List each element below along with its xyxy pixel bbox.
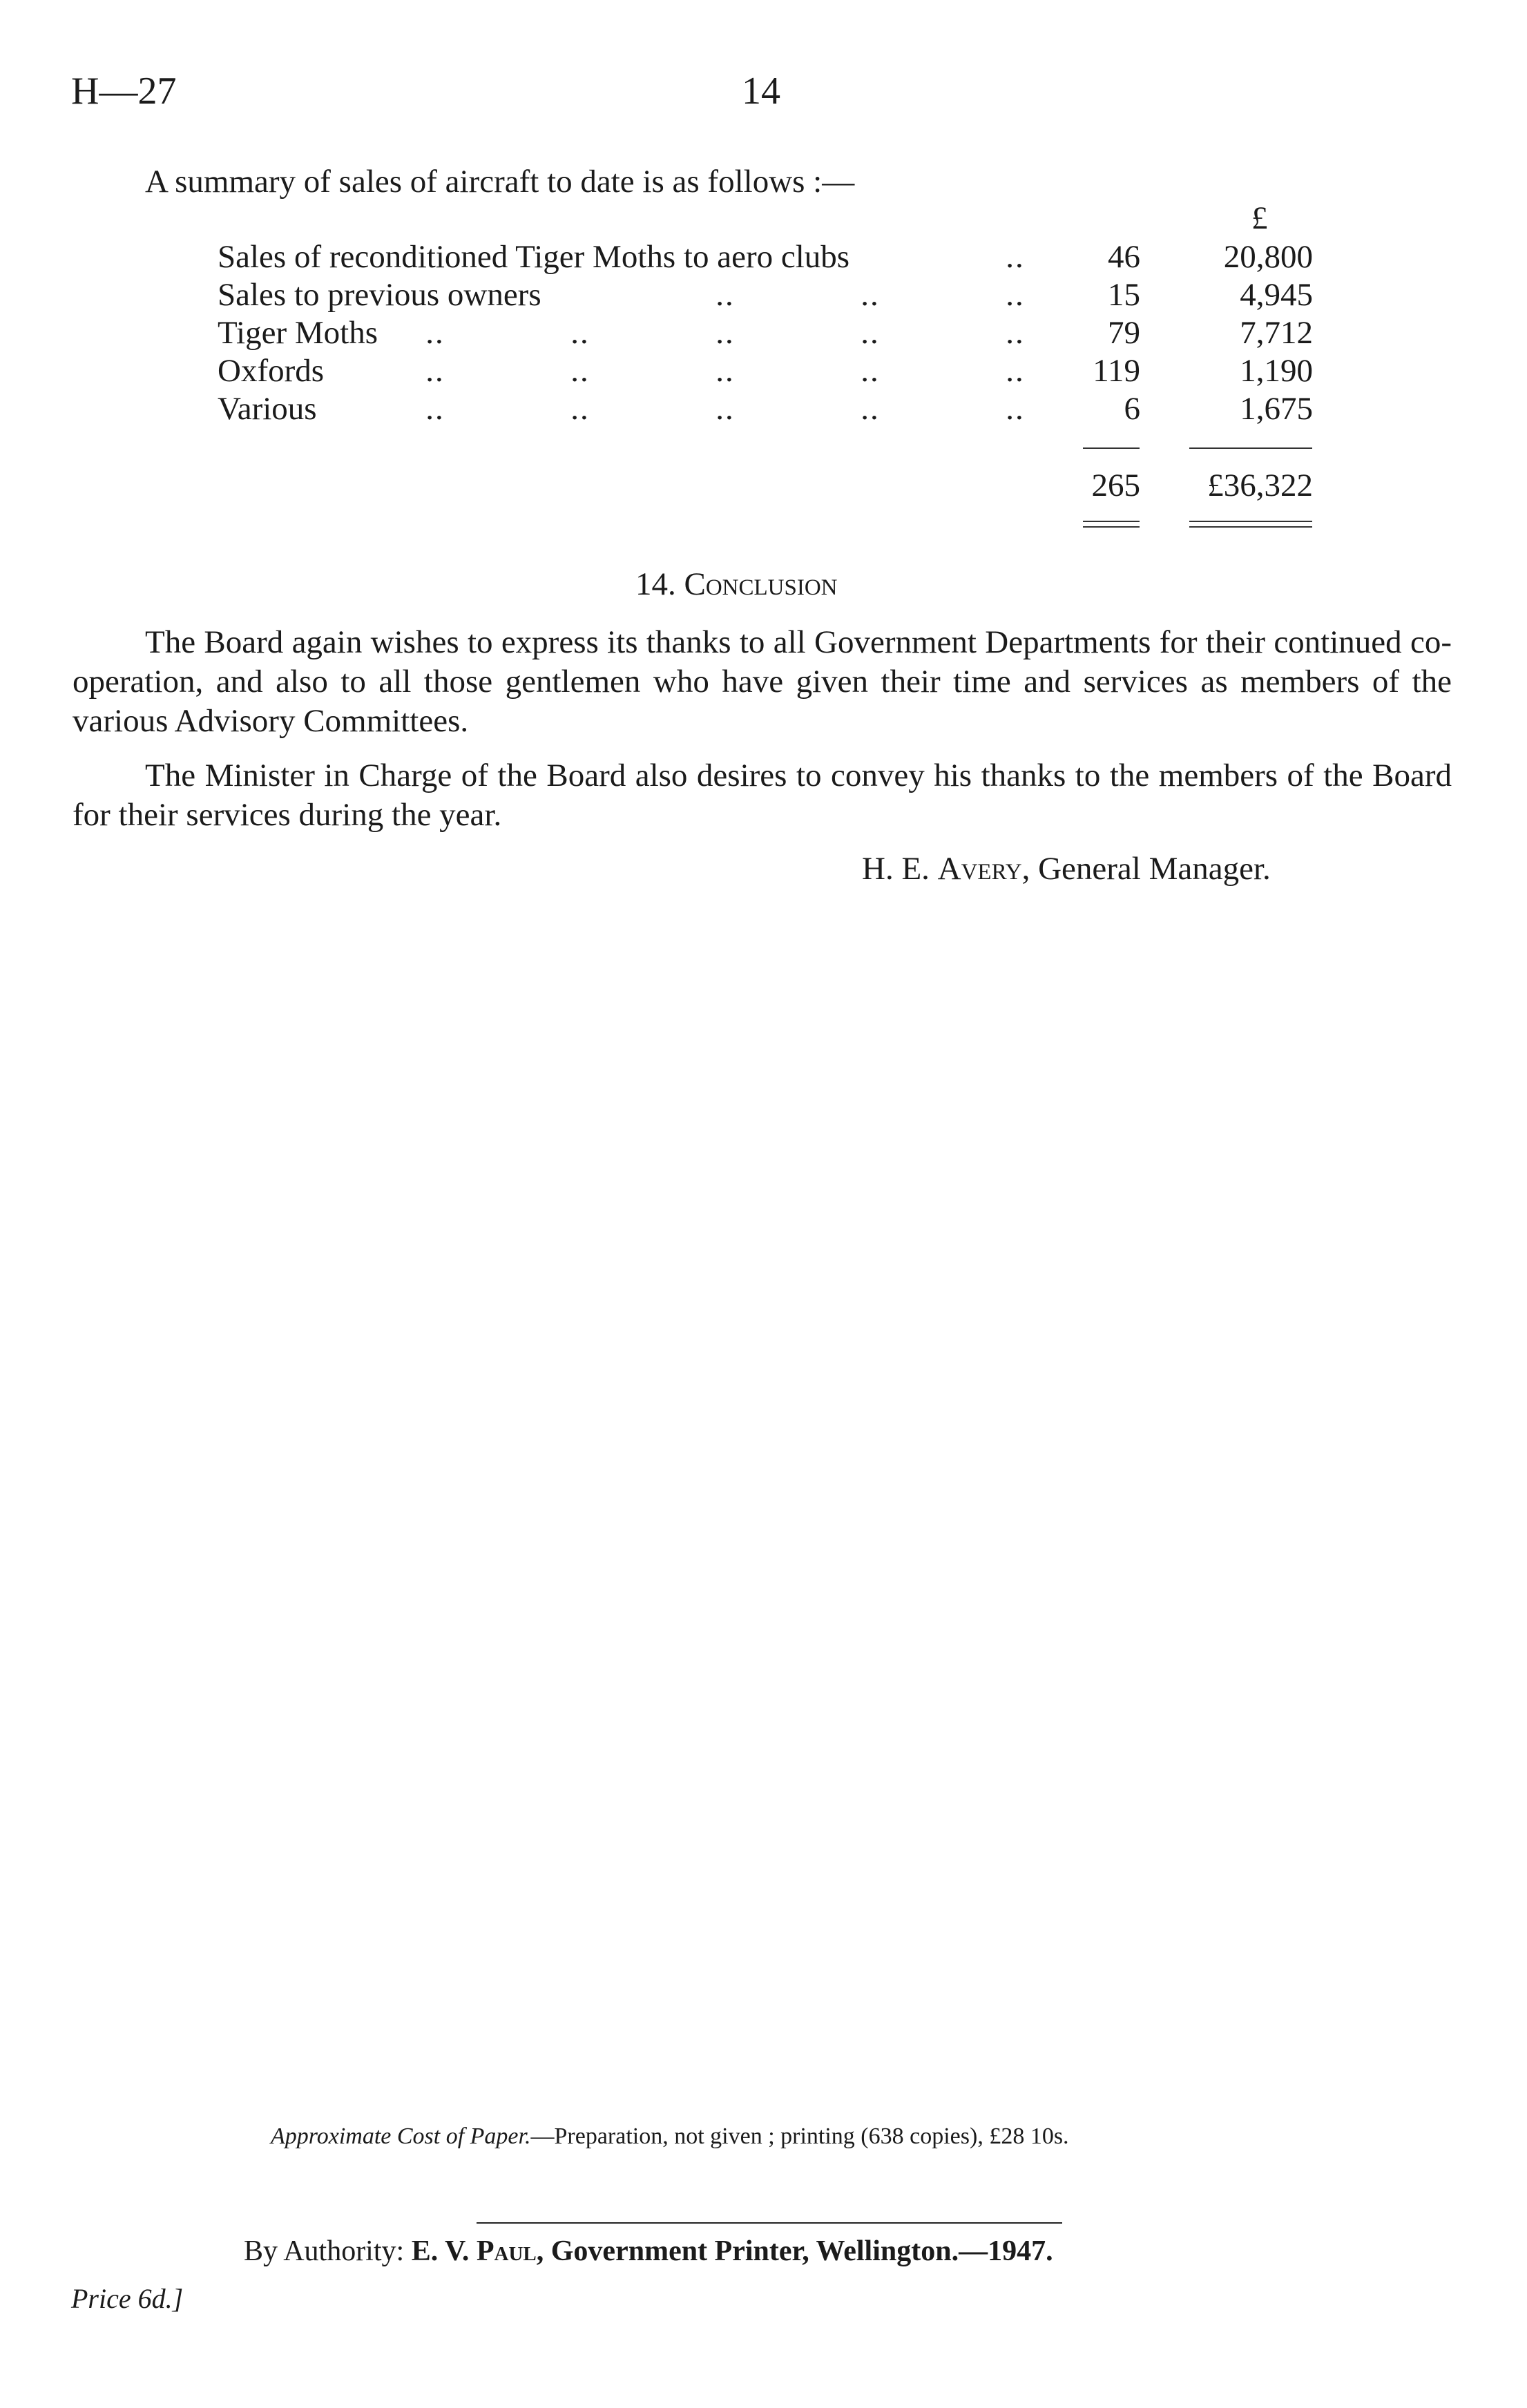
row-amount: 7,712 <box>1240 315 1313 351</box>
row-label: Oxfords <box>218 353 325 389</box>
subtotal-rule <box>1189 447 1312 449</box>
row-label: Tiger Moths <box>218 315 378 351</box>
body-paragraph <box>73 756 1452 835</box>
document-reference: H—27 <box>71 70 177 113</box>
printer-initials: E. V. <box>411 2235 470 2267</box>
row-label: Various <box>218 391 317 427</box>
dot-leader: .. <box>1006 391 1025 427</box>
authority-prefix: By Authority: <box>244 2235 405 2267</box>
dot-leader: .. <box>570 315 590 351</box>
total-double-rule <box>1189 526 1312 528</box>
row-label: Sales of reconditioned Tiger Moths to aero clubs <box>218 239 850 275</box>
dot-leader: .. <box>1006 315 1025 351</box>
dot-leader: .. <box>716 391 735 427</box>
body-paragraph <box>73 623 1452 741</box>
total-amount: £36,322 <box>1207 468 1313 503</box>
currency-header: £ <box>1251 200 1268 236</box>
dot-leader: .. <box>1006 239 1025 275</box>
dot-leader: .. <box>1006 353 1025 389</box>
dot-leader: .. <box>861 315 880 351</box>
row-amount: 1,675 <box>1240 391 1313 427</box>
dot-leader: .. <box>716 315 735 351</box>
row-amount: 20,800 <box>1223 239 1313 275</box>
paragraph-text: The Board again wishes to express its thanks to all Government Departments for their continued co-operation, and also to all those gentlemen who have given their time and services as members of the various Advisory Committees. <box>73 624 1452 739</box>
dot-leader: .. <box>425 315 445 351</box>
table-row <box>0 276 1527 316</box>
dot-leader: .. <box>425 391 445 427</box>
subtotal-rule <box>1083 447 1140 449</box>
dot-leader: .. <box>425 353 445 389</box>
dot-leader: .. <box>570 353 590 389</box>
total-row <box>0 467 1527 507</box>
section-number: 14. <box>635 566 676 602</box>
signature-surname: Avery, <box>937 851 1030 887</box>
row-count: 119 <box>1093 353 1140 389</box>
dot-leader: .. <box>861 391 880 427</box>
dot-leader: .. <box>1006 277 1025 313</box>
page-number: 14 <box>742 70 780 113</box>
row-amount: 4,945 <box>1240 277 1313 313</box>
dot-leader: .. <box>716 353 735 389</box>
price-label: Price 6d.] <box>71 2283 184 2314</box>
table-row <box>0 390 1527 430</box>
cost-label: Approximate Cost of Paper. <box>271 2123 531 2149</box>
printer-line <box>244 2235 1053 2268</box>
dot-leader: .. <box>716 277 735 313</box>
cost-text: —Preparation, not given ; printing (638 copies), £28 10s. <box>530 2123 1069 2149</box>
dot-leader: .. <box>861 353 880 389</box>
total-double-rule <box>1083 521 1140 522</box>
dot-leader: .. <box>570 391 590 427</box>
table-row <box>0 314 1527 354</box>
section-heading <box>635 563 838 606</box>
signature <box>862 847 1271 890</box>
row-amount: 1,190 <box>1240 353 1313 389</box>
row-count: 79 <box>1108 315 1140 351</box>
row-count: 6 <box>1124 391 1140 427</box>
paragraph-text: The Minister in Charge of the Board also desires to convey his thanks to the members of the Board for their services during the year. <box>73 758 1452 833</box>
total-count: 265 <box>1091 468 1140 503</box>
row-label: Sales to previous owners <box>218 277 541 313</box>
signature-title: General Manager. <box>1038 851 1271 887</box>
total-double-rule <box>1189 521 1312 522</box>
dot-leader: .. <box>861 277 880 313</box>
total-double-rule <box>1083 526 1140 528</box>
table-row <box>0 238 1527 278</box>
table-row <box>0 352 1527 392</box>
section-title: Conclusion <box>684 566 838 602</box>
printer-surname: Paul, <box>476 2235 544 2267</box>
printer-rule <box>477 2222 1062 2224</box>
signature-initials: H. E. <box>862 851 930 887</box>
row-count: 46 <box>1108 239 1140 275</box>
cost-note <box>271 2123 1069 2150</box>
printer-details: Government Printer, Wellington.—1947. <box>550 2235 1053 2267</box>
row-count: 15 <box>1108 277 1140 313</box>
intro-text: A summary of sales of aircraft to date is as follows :— <box>145 164 855 200</box>
